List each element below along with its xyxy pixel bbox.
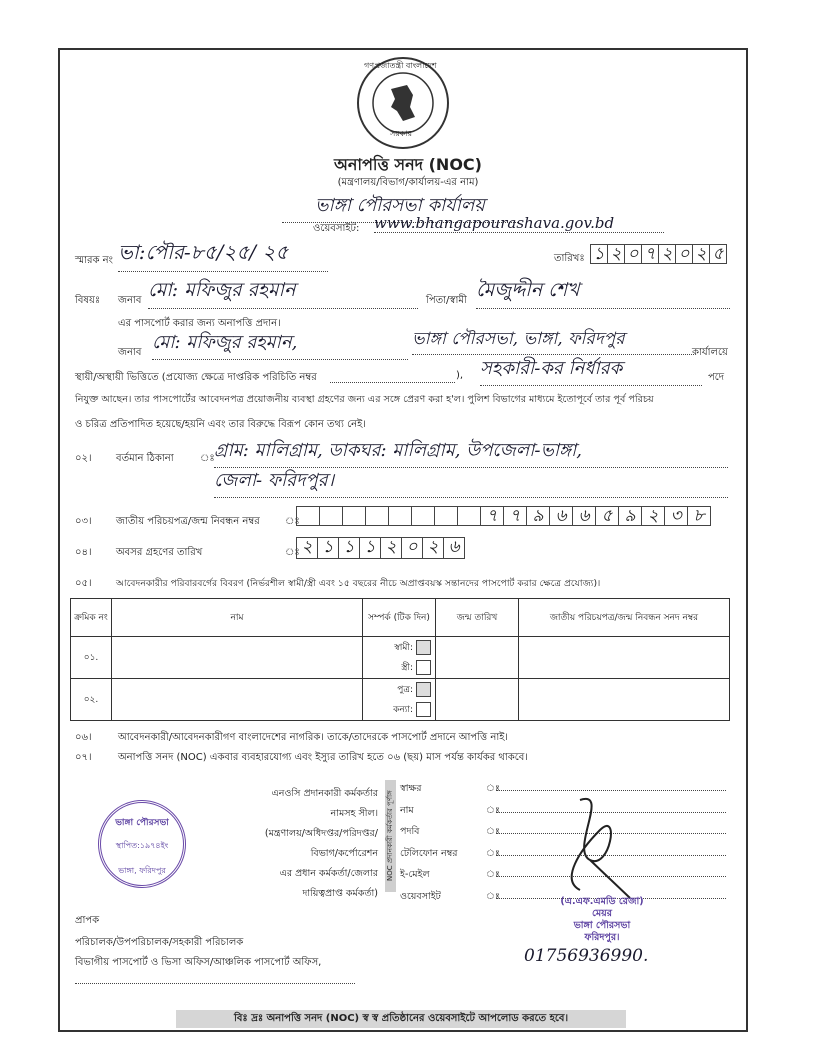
- table-row: [71, 637, 730, 679]
- recipient-line2: বিভাগীয় পাসপোর্ট ও ভিসা অফিস/আঞ্চলিক পাসপোর্ট অফিস,: [75, 957, 322, 968]
- body-mr: জনাব: [118, 347, 142, 358]
- memo-value: ভা:পৌর-৮৫/২৫/ ২৫: [118, 238, 328, 272]
- mayor-seal: (এ.এফ.এমডি রেজা) মেয়র ভাঙ্গা পৌরসভা ফরিদপুর।: [560, 896, 644, 943]
- municipality-seal: ভাঙ্গা পৌরসভা স্থাপিত:১৯৭৪ইং ভাঙ্গা, ফরিদপুর: [98, 800, 186, 888]
- mayor-phone: 01756936990.: [524, 946, 649, 966]
- citizenship-statement: আবেদনকারী/আবেদনকারীগণ বাংলাদেশের নাগরিক। তাকে/তাদেরকে পাসপোর্ট প্রদানে আপত্তি নাই।: [118, 732, 509, 743]
- row-name: [112, 679, 363, 721]
- recipient-line1: পরিচালক/উপপরিচালক/সহকারী পরিচালক: [75, 937, 244, 948]
- col-nid: জাতীয় পরিচয়পত্র/জন্ম নিবন্ধন সনদ নম্বর: [519, 599, 730, 637]
- row-relation: স্বামী: স্ত্রী:: [363, 637, 436, 679]
- signature-scribble-icon: [540, 790, 650, 900]
- emblem-bottom-text: সরকার: [390, 129, 413, 138]
- retirement-label: অবসর গ্রহণের তারিখ: [116, 547, 203, 558]
- website-label: ওয়েবসাইট:: [313, 223, 360, 234]
- page-subtitle: (মন্ত্রণালয়/বিভাগ/কার্যালয়-এর নাম): [337, 177, 479, 188]
- office-suffix: কার্যালয়ে: [692, 347, 728, 358]
- page-title: অনাপত্তি সনদ (NOC): [334, 155, 482, 174]
- table-row: [71, 679, 730, 721]
- recipient-label: প্রাপক: [75, 915, 100, 926]
- body-office: ভাঙ্গা পৌরসভা, ভাঙ্গা, ফরিদপুর: [412, 326, 694, 355]
- col-relation: সম্পর্ক (টিক দিন): [363, 599, 436, 637]
- family-table: [70, 598, 730, 721]
- row-dob: [436, 637, 519, 679]
- body-name: মো: মফিজুর রহমান,: [152, 328, 408, 360]
- signatory-fields: স্বাক্ষর ঃ নাম ঃ পদবি ঃ টেলিফোন নম্বর ঃ ই-মেইল ঃ ওয়েবসাইট ঃ: [400, 778, 730, 907]
- col-dob: জন্ম তারিখ: [436, 599, 519, 637]
- footer-note: বিঃ দ্রঃ অনাপত্তি সনদ (NOC) স্ব স্ব প্রতিষ্ঠানের ওয়েবসাইটে আপলোড করতে হবে।: [176, 1010, 626, 1028]
- body-line2-prefix: স্থায়ী/অস্থায়ী ভিত্তিতে (প্রযোজ্য ক্ষেত্রে দাপ্তরিক পরিচিতি নম্বর: [75, 372, 317, 383]
- official-id-field: [330, 372, 455, 383]
- wife-checkbox[interactable]: [416, 660, 431, 675]
- item-06-number: ০৬।: [75, 732, 92, 743]
- daughter-checkbox[interactable]: [416, 702, 431, 717]
- recipient-address-line: [75, 983, 355, 984]
- date-label: তারিখঃ: [554, 253, 585, 264]
- father-name: মৈজুদ্দীন শেখ: [476, 276, 730, 309]
- row-serial: ০১.: [71, 637, 112, 679]
- subject-mr: জনাব: [118, 295, 142, 306]
- husband-checkbox[interactable]: [416, 640, 431, 655]
- noc-officer-side-label: NOC প্রদানকারী কর্মকর্তার পূর্ণাঙ্গ: [385, 780, 396, 892]
- body-line3: নিযুক্ত আছেন। তার পাসপোর্টের আবেদনপত্র প্রয়োজনীয় ব্যবস্থা গ্রহণের জন্য এর সঙ্গে প্রেরণ করা হ'ল। পুলিশ বিভাগের মাধ্যমে ইতোপূর্বে তার পূর্ব পরিচয়: [75, 394, 654, 405]
- subject-label: বিষয়ঃ: [75, 295, 101, 306]
- retirement-date-boxes: ২ ১ ১ ১ ২ ০ ২ ৬: [296, 537, 464, 559]
- designation: সহকারী-কর নির্ধারক: [480, 354, 702, 386]
- validity-statement: অনাপত্তি সনদ (NOC) একবার ব্যবহারযোগ্য এবং ইস্যুর তারিখ হতে ০৬ (ছয়) মাস পর্যন্ত কার্যকর থাকবে।: [118, 752, 528, 763]
- row-nid: [519, 679, 730, 721]
- office-name: ভাঙ্গা পৌরসভা কার্যালয়: [282, 191, 518, 223]
- row-serial: ০২.: [71, 679, 112, 721]
- address-value-line1: গ্রাম: মালিগ্রাম, ডাকঘর: মালিগ্রাম, উপজেলা-ভাঙ্গা,: [214, 436, 728, 468]
- row-dob: [436, 679, 519, 721]
- item-02-number: ০২।: [75, 453, 92, 464]
- body-line2-mid: ),: [456, 370, 464, 381]
- issue-date-boxes: ১ ২ ০ ৭ ২ ০ ২ ৫: [590, 244, 726, 264]
- address-label: বর্তমান ঠিকানা: [116, 453, 174, 464]
- subject-line2: এর পাসপোর্ট করার জন্য অনাপত্তি প্রদান।: [118, 318, 281, 329]
- family-label: আবেদনকারীর পরিবারবর্গের বিবরণ (নির্ভরশীল স্বামী/স্ত্রী এবং ১৫ বছরের নীচে অপ্রাপ্তবয়স্ক সন্তানদের পাসপোর্ট করার ক্ষেত্রে প্রযোজ্য)।: [116, 578, 601, 589]
- nid-boxes: ৭ ৭ ৯ ৬ ৬ ৫ ৯ ২ ৩ ৮: [296, 506, 710, 526]
- body-line4: ও চরিত্র প্রতিপাদিত হয়েছে/হয়নি এবং তার বিরুদ্ধে বিরূপ কোন তথ্য নেই।: [75, 419, 366, 430]
- item-04-number: ০৪।: [75, 547, 92, 558]
- signatory-description: এনওসি প্রদানকারী কর্মকর্তার নামসহ সীল। (মন্ত্রণালয়/অধিদপ্তর/পরিদপ্তর/ বিভাগ/কর্পোরেশন এর প্রধান কর্মকর্তা/জেলার দায়িত্বপ্রাপ্ত কর্মকর্তা): [264, 788, 378, 899]
- address-value-line2: জেলা- ফরিদপুর।: [214, 466, 728, 498]
- nid-label: জাতীয় পরিচয়পত্র/জন্ম নিবন্ধন নম্বর: [116, 516, 260, 527]
- row-relation: পুত্র: কন্যা:: [363, 679, 436, 721]
- item-07-number: ০৭।: [75, 752, 92, 763]
- row-nid: [519, 637, 730, 679]
- father-label: পিতা/স্বামী: [426, 295, 467, 306]
- item-05-number: ০৫।: [75, 578, 92, 589]
- address-colon: ঃ: [200, 453, 215, 464]
- emblem-top-text: গণপ্রজাতন্ত্রী বাংলাদেশ: [364, 61, 437, 70]
- website-value: www.bhangapourashava.gov.bd: [374, 214, 664, 233]
- memo-label: স্মারক নং: [75, 255, 113, 266]
- body-line2-suffix: পদে: [708, 372, 725, 383]
- son-checkbox[interactable]: [416, 682, 431, 697]
- retirement-colon: ঃ: [285, 547, 300, 558]
- item-03-number: ০৩।: [75, 516, 92, 527]
- applicant-name: মো: মফিজুর রহমান: [148, 276, 418, 309]
- col-name: নাম: [112, 599, 363, 637]
- nid-colon: ঃ: [285, 516, 300, 527]
- col-serial: ক্রমিক নং: [71, 599, 112, 637]
- row-name: [112, 637, 363, 679]
